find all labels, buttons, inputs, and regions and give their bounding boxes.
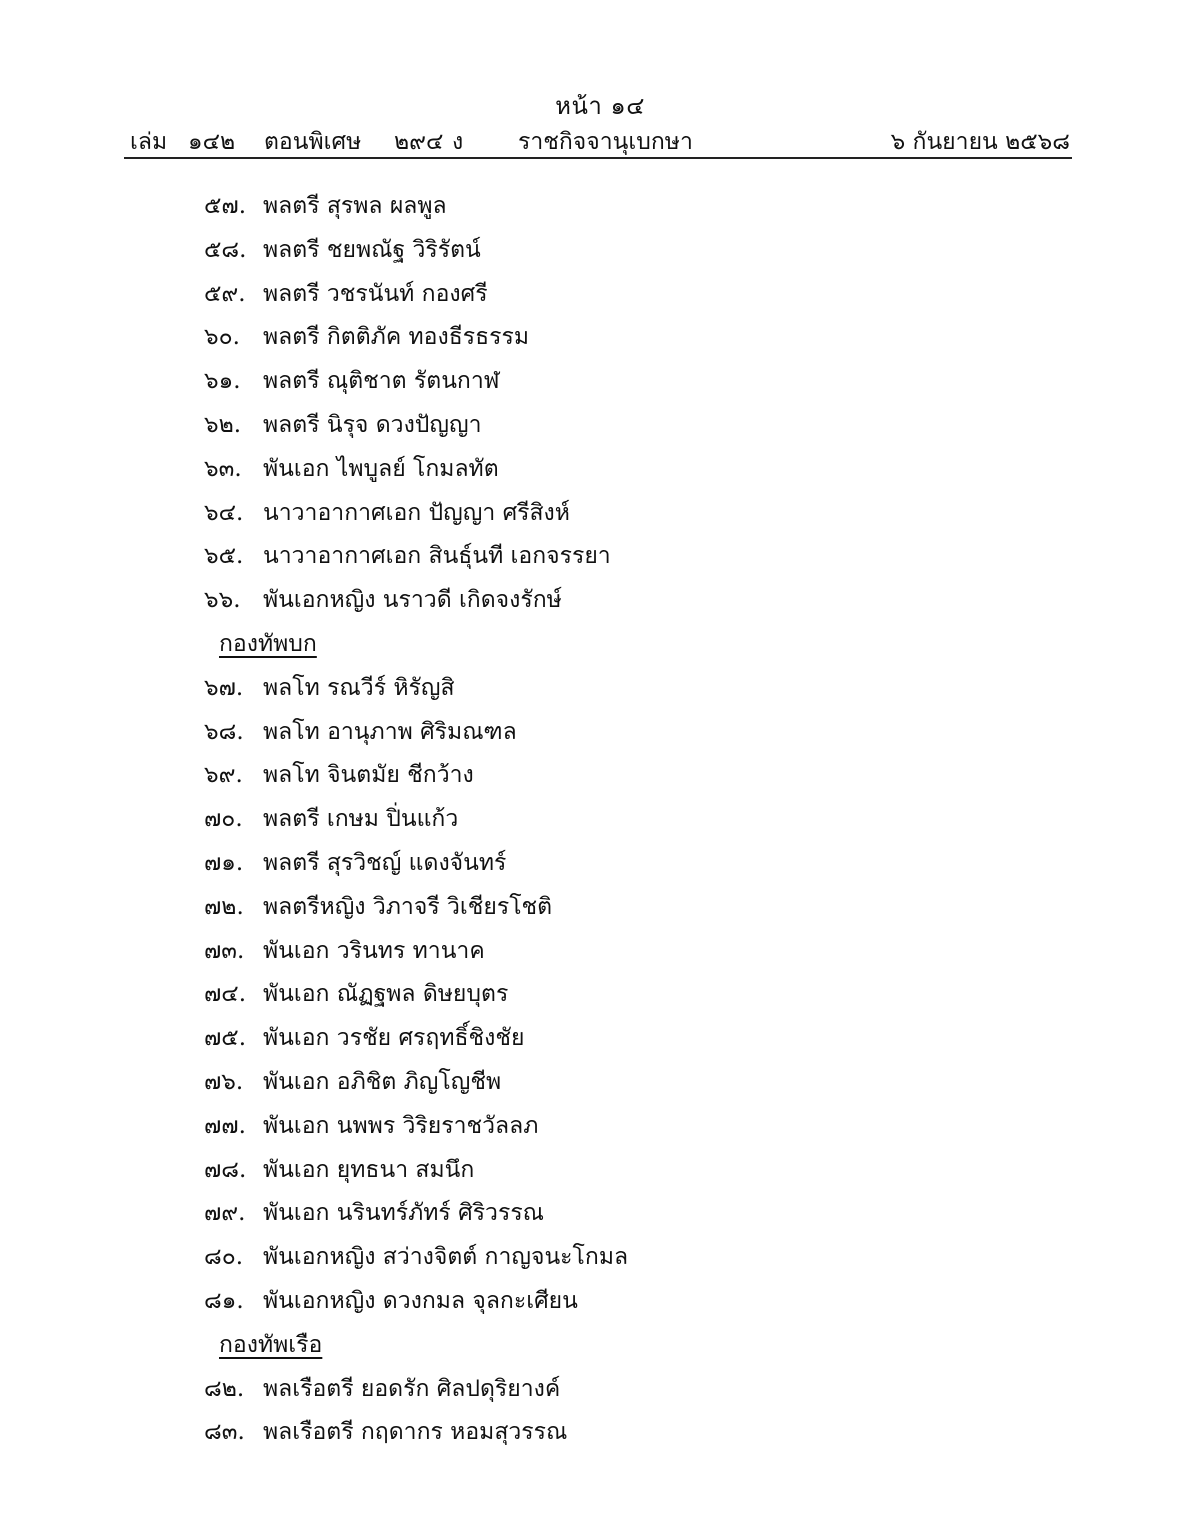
item-name: นาวาอากาศเอก ปัญญา ศรีสิงห์ [263,499,570,526]
list-item [0,1193,1200,1237]
item-number: ๗๙. [204,1200,246,1227]
list-item [0,1281,1200,1325]
section-heading-text: กองทัพบก [219,630,317,657]
item-number: ๖๐. [204,324,240,351]
section-heading [0,624,1200,668]
item-name: พันเอก อภิชิต ภิญโญชีพ [263,1068,502,1095]
list-item [0,1237,1200,1281]
item-name: พลตรี เกษม ปิ่นแก้ว [263,806,459,833]
gazette-header [130,124,1070,156]
volume-label: เล่ม [130,129,168,155]
item-name: พลตรี วชรนันท์ กองศรี [263,280,488,307]
list-item [0,1018,1200,1062]
item-number: ๖๘. [204,718,244,745]
list-item [0,931,1200,975]
name-list [0,186,1200,1456]
list-item [0,405,1200,449]
list-item [0,1412,1200,1456]
section-label: ตอนพิเศษ [264,129,362,155]
item-name: พลตรี สุรวิชญ์ แดงจันทร์ [263,849,507,876]
item-number: ๘๐. [204,1244,244,1271]
list-item [0,712,1200,756]
item-number: ๖๕. [204,543,244,570]
item-number: ๖๓. [204,455,242,482]
item-number: ๖๙. [204,762,243,789]
item-name: พลตรี กิตติภัค ทองธีรธรรม [263,324,530,351]
item-number: ๖๒. [204,411,242,438]
page-number: หน้า ๑๔ [555,92,645,120]
item-name: พันเอก นรินทร์ภัทร์ ศิริวรรณ [263,1200,545,1227]
item-number: ๘๓. [204,1419,245,1446]
item-number: ๖๗. [204,674,244,701]
list-item [0,186,1200,230]
item-number: ๘๑. [204,1287,244,1314]
item-name: นาวาอากาศเอก สินธุ์นที เอกจรรยา [263,543,611,570]
item-name: พลโท อานุภาพ ศิริมณฑล [263,718,517,745]
section-heading-text: กองทัพเรือ [219,1331,323,1358]
item-name: พลเรือตรี กฤดากร หอมสุวรรณ [263,1419,568,1446]
item-name: พันเอก นพพร วิริยราชวัลลภ [263,1112,539,1139]
item-name: พันเอกหญิง นราวดี เกิดจงรักษ์ [263,587,562,614]
list-item [0,1106,1200,1150]
item-number: ๖๔. [204,499,244,526]
list-item [0,668,1200,712]
item-name: พลตรี ณุติชาต รัตนกาฬ [263,368,500,395]
header-divider [124,157,1072,159]
list-item [0,361,1200,405]
item-number: ๗๓. [204,937,245,964]
section-heading [0,1325,1200,1369]
list-item [0,799,1200,843]
item-name: พันเอก ไพบูลย์ โกมลทัต [263,455,499,482]
item-name: พลตรีหญิง วิภาจรี วิเชียรโชติ [263,893,553,920]
list-item [0,493,1200,537]
publication-date: ๖ กันยายน ๒๕๖๘ [890,129,1070,155]
item-name: พลเรือตรี ยอดรัก ศิลปดุริยางค์ [263,1375,561,1402]
list-item [0,887,1200,931]
list-item [0,1150,1200,1194]
gazette-name: ราชกิจจานุเบกษา [518,129,693,155]
list-item [0,536,1200,580]
section-number: ๒๙๔ [394,129,444,155]
item-name: พลโท รณวีร์ หิรัญสิ [263,674,455,701]
item-number: ๗๑. [204,849,244,876]
section-letter: ง [452,129,464,155]
item-number: ๗๖. [204,1068,244,1095]
item-number: ๗๗. [204,1112,246,1139]
list-item [0,843,1200,887]
item-number: ๗๒. [204,893,244,920]
list-item [0,1062,1200,1106]
list-item [0,974,1200,1018]
item-name: พลตรี ชยพณัฐ วิริรัตน์ [263,236,481,263]
list-item [0,317,1200,361]
item-number: ๗๐. [204,806,243,833]
volume-number: ๑๔๒ [188,129,236,155]
list-item [0,755,1200,799]
list-item [0,449,1200,493]
item-name: พลโท จินตมัย ชีกว้าง [263,762,474,789]
item-number: ๘๒. [204,1375,245,1402]
list-item [0,230,1200,274]
item-number: ๕๘. [204,236,247,263]
item-name: พันเอกหญิง สว่างจิตต์ กาญจนะโกมล [263,1244,629,1271]
item-number: ๕๗. [204,193,247,219]
item-number: ๖๖. [204,587,241,614]
item-number: ๕๙. [204,280,246,307]
item-name: พลตรี นิรุจ ดวงปัญญา [263,411,482,438]
item-number: ๗๔. [204,981,247,1008]
item-name: พันเอก ยุทธนา สมนึก [263,1156,475,1183]
list-item [0,580,1200,624]
item-name: พันเอก ณัฏฐพล ดิษยบุตร [263,981,509,1008]
item-number: ๗๕. [204,1025,247,1052]
list-item [0,274,1200,318]
list-item [0,1369,1200,1413]
item-name: พันเอก วรชัย ศรฤทธิ์ชิงชัย [263,1025,525,1052]
item-name: พันเอก วรินทร ทานาค [263,937,485,964]
item-number: ๗๘. [204,1156,247,1183]
item-name: พันเอกหญิง ดวงกมล จุลกะเศียน [263,1287,578,1314]
item-number: ๖๑. [204,368,241,395]
item-name: พลตรี สุรพล ผลพูล [263,193,447,219]
